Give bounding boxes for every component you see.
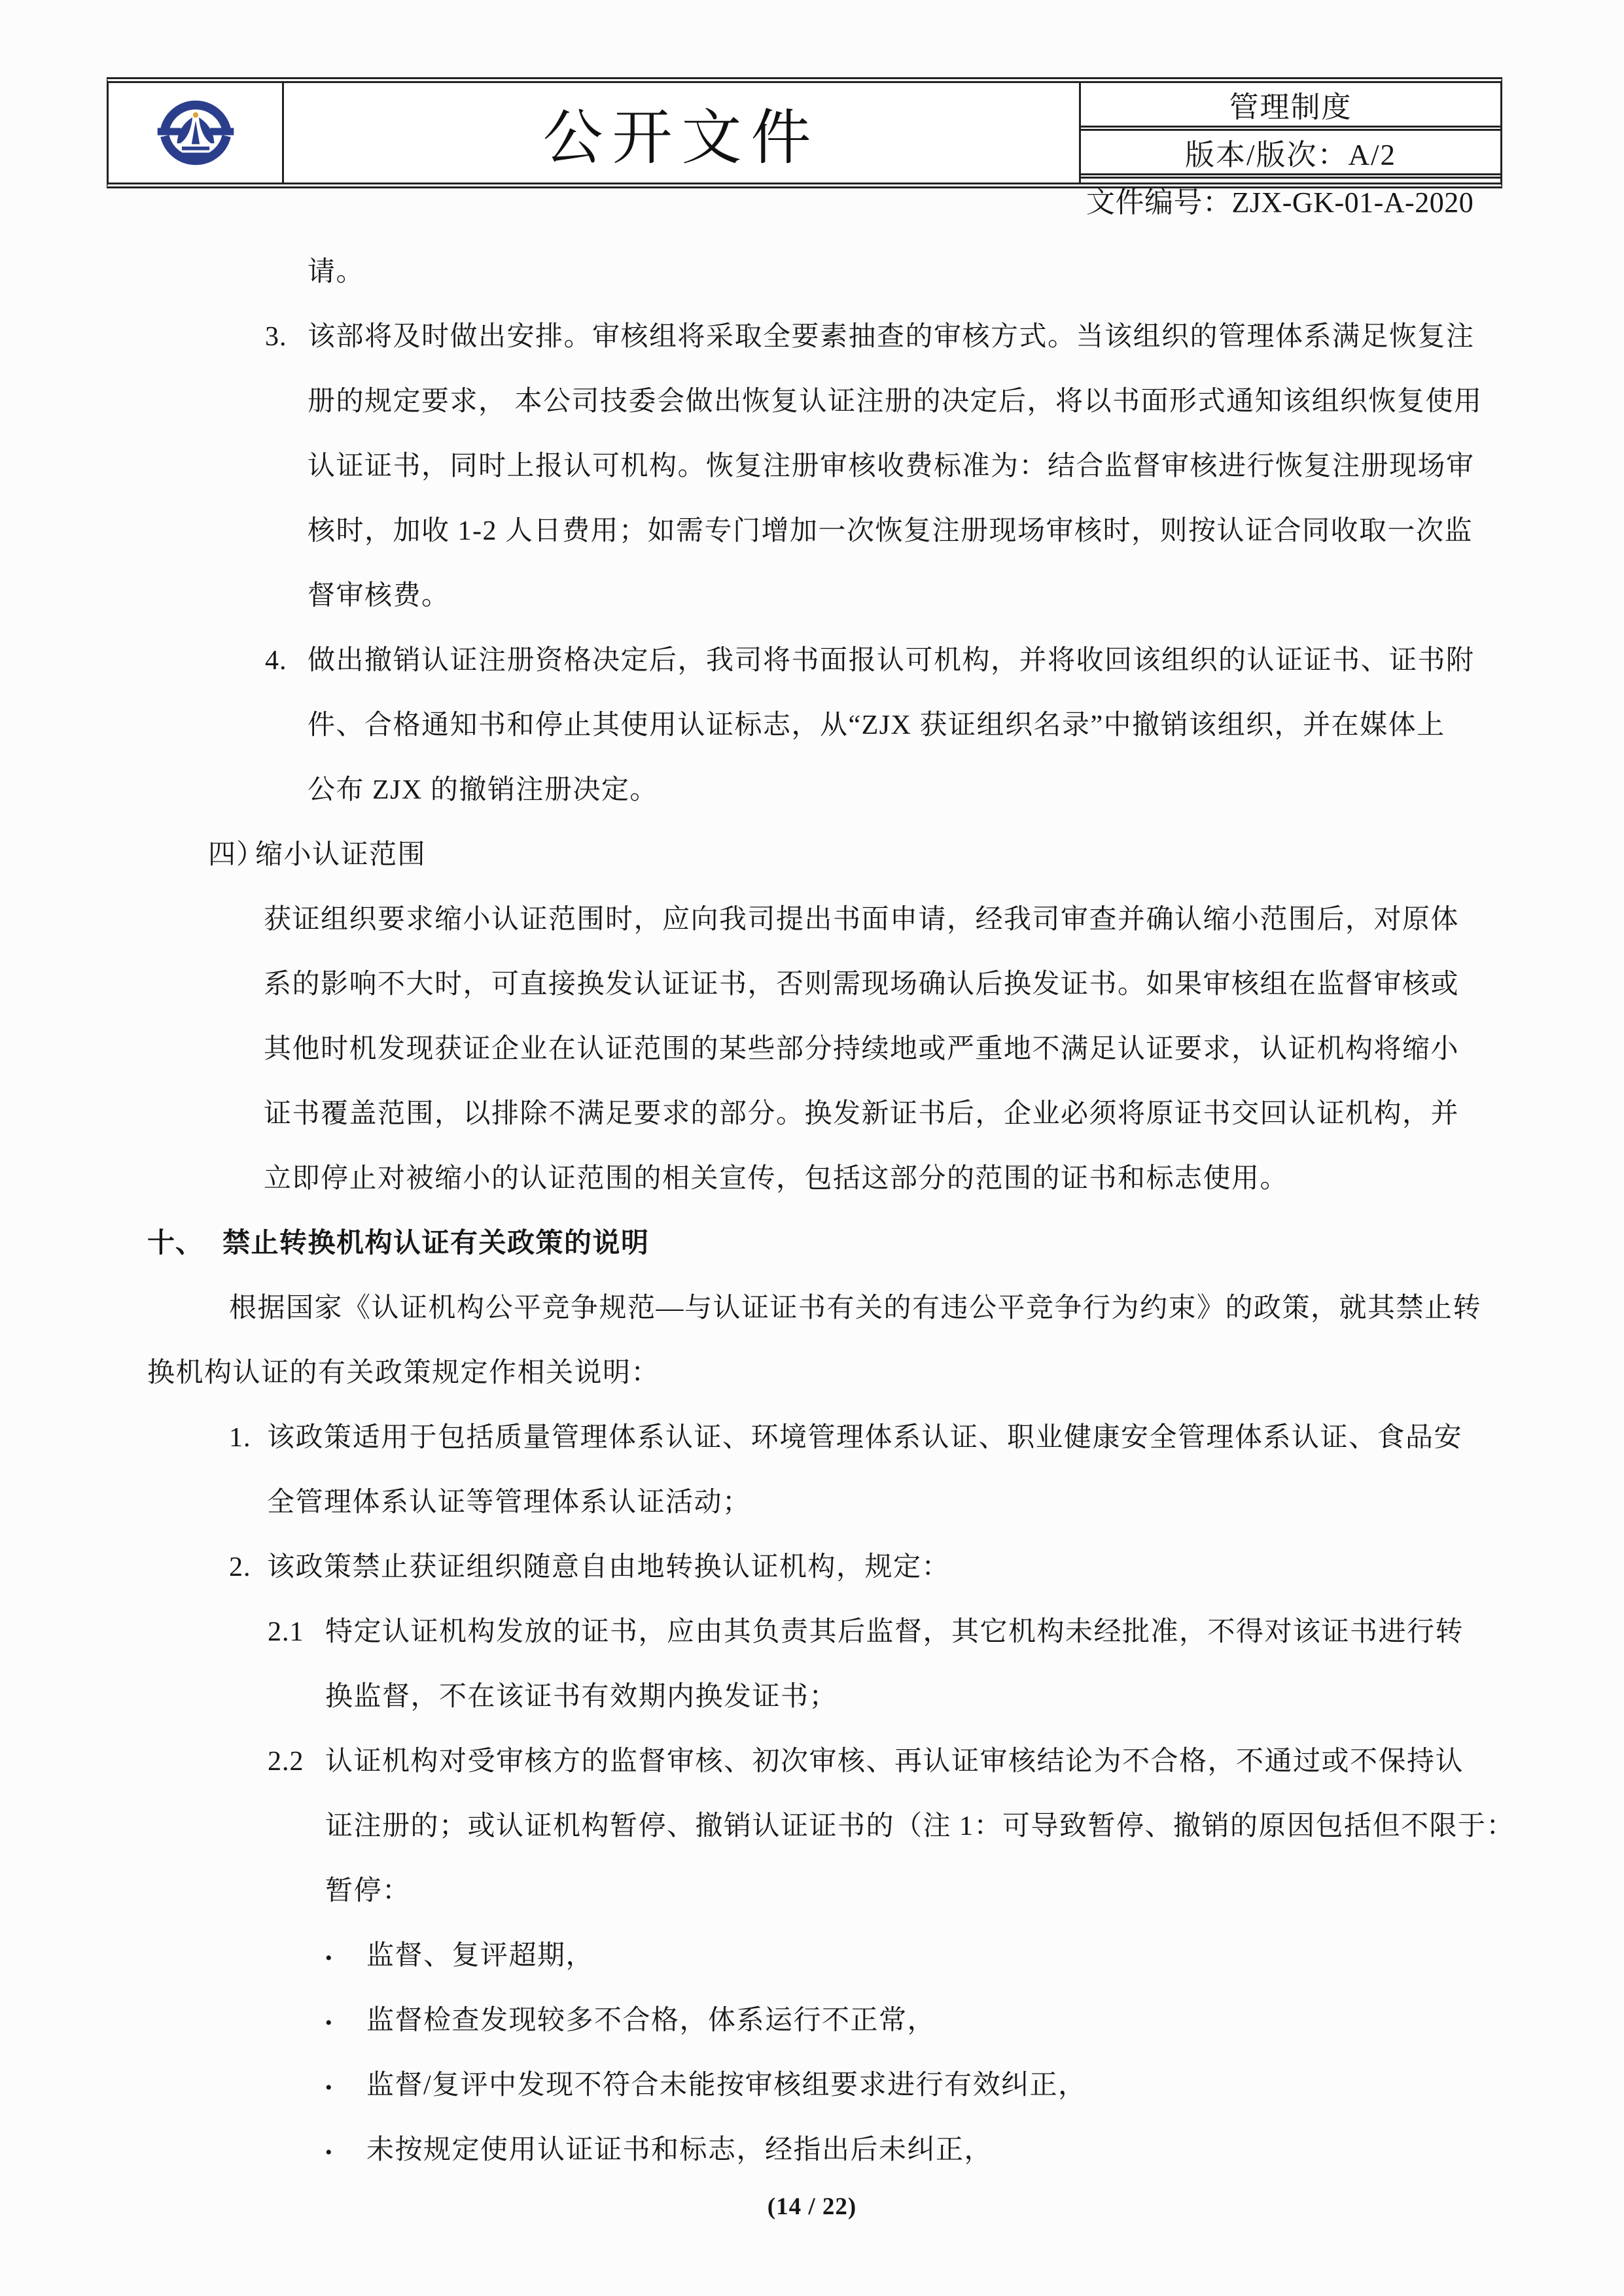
- line-text: 禁止转换机构认证有关政策的说明: [222, 1228, 650, 1259]
- line-text: 该政策适用于包括质量管理体系认证、环境管理体系认证、职业健康安全管理体系认证、食品安: [267, 1423, 1463, 1453]
- line-text: 立即停止对被缩小的认证范围的相关宣传，包括这部分的范围的证书和标志使用。: [264, 1164, 1289, 1194]
- section-number: 十、: [147, 1228, 204, 1259]
- line-text: 该部将及时做出安排。审核组将采取全要素抽查的审核方式。当该组织的管理体系满足恢复注: [308, 322, 1475, 352]
- page-number: (14 / 22): [767, 2193, 857, 2220]
- list-marker: 4.: [265, 646, 287, 676]
- line-text: 根据国家《认证机构公平竞争规范—与认证证书有关的有违公平竞争行为约束》的政策，就其禁止转: [229, 1293, 1482, 1323]
- line-text: 缩小认证范围: [255, 840, 427, 870]
- line-text: 公布 ZJX 的撤销注册决定。: [308, 775, 658, 805]
- line-text: 全管理体系认证等管理体系认证活动；: [267, 1487, 751, 1518]
- document-line: [0, 1730, 1624, 1794]
- line-text: 做出撤销认证注册资格决定后，我司将书面报认可机构，并将收回该组织的认证证书、证书附: [308, 646, 1475, 676]
- document-line: [0, 1989, 1624, 2053]
- document-line: [0, 1082, 1624, 1147]
- doc-type: 管理制度: [1081, 83, 1500, 131]
- document-line: [0, 1665, 1624, 1730]
- line-text: 获证组织要求缩小认证范围时，应向我司提出书面申请，经我司审查并确认缩小范围后，对原体: [264, 905, 1460, 935]
- line-text: 监督、复评超期，: [366, 1941, 595, 1971]
- document-line: [0, 1859, 1624, 1924]
- line-text: 监督检查发现较多不合格，体系运行不正常，: [366, 2006, 936, 2036]
- list-marker: 1.: [229, 1423, 251, 1453]
- line-text: 核时，加收 1-2 人日费用；如需专门增加一次恢复注册现场审核时，则按认证合同收取一次监: [308, 516, 1473, 546]
- document-line: [0, 240, 1624, 305]
- line-text: 证书覆盖范围，以排除不满足要求的部分。换发新证书后，企业必须将原证书交回认证机构，并: [264, 1099, 1460, 1129]
- line-text: 认证证书，同时上报认可机构。恢复注册审核收费标准为：结合监督审核进行恢复注册现场审: [308, 451, 1475, 481]
- line-text: 暂停：: [325, 1876, 411, 1906]
- list-marker: 2.2: [268, 1747, 304, 1777]
- line-text: 特定认证机构发放的证书，应由其负责其后监督，其它机构未经批准，不得对该证书进行转: [325, 1617, 1464, 1647]
- logo-cell: [109, 83, 284, 183]
- bullet-icon: •: [325, 2077, 333, 2098]
- document-line: [0, 305, 1624, 370]
- document-line: [0, 1406, 1624, 1470]
- line-text: 该政策禁止获证组织随意自由地转换认证机构，规定：: [267, 1552, 951, 1582]
- document-line: [0, 2118, 1624, 2183]
- document-meta: [1081, 83, 1500, 218]
- line-text: 请。: [308, 257, 365, 287]
- line-text: 监督/复评中发现不符合未能按审核组要求进行有效纠正，: [366, 2070, 1087, 2100]
- document-line: [0, 1924, 1624, 1989]
- document-line: [0, 823, 1624, 888]
- line-text: 督审核费。: [308, 581, 450, 611]
- line-text: 册的规定要求， 本公司技委会做出恢复认证注册的决定后，将以书面形式通知该组织恢复使用: [308, 387, 1483, 417]
- document-line: [0, 1147, 1624, 1211]
- bullet-icon: •: [325, 1947, 333, 1969]
- document-line: [0, 434, 1624, 499]
- line-text: 换监督，不在该证书有效期内换发证书；: [325, 1682, 838, 1712]
- document-title: 公开文件: [284, 83, 1081, 183]
- organization-logo-icon: [155, 92, 236, 173]
- line-text: 系的影响不大时，可直接换发认证证书，否则需现场确认后换发证书。如果审核组在监督审核或: [264, 969, 1460, 1000]
- line-text: 未按规定使用认证证书和标志，经指出后未纠正，: [366, 2135, 993, 2165]
- document-body: [0, 240, 1624, 2183]
- list-marker: 2.1: [268, 1617, 304, 1647]
- document-line: [0, 1535, 1624, 1600]
- document-line: [0, 2053, 1624, 2118]
- bullet-icon: •: [325, 2142, 333, 2163]
- document-line: [0, 1794, 1624, 1859]
- document-line: [0, 758, 1624, 823]
- list-marker: 四）: [208, 840, 265, 870]
- document-header-table: [107, 77, 1502, 218]
- line-text: 件、合格通知书和停止其使用认证标志，从“ZJX 获证组织名录”中撤销该组织，并在媒体上: [308, 710, 1445, 740]
- document-line: [0, 1276, 1624, 1341]
- list-marker: 3.: [265, 322, 287, 352]
- line-text: 认证机构对受审核方的监督审核、初次审核、再认证审核结论为不合格，不通过或不保持认: [325, 1747, 1464, 1777]
- section-heading: [0, 1211, 1624, 1276]
- document-line: [0, 1017, 1624, 1082]
- document-line: [0, 1600, 1624, 1665]
- doc-version: 版本/版次：A/2: [1081, 131, 1500, 179]
- document-line: [0, 629, 1624, 693]
- list-marker: 2.: [229, 1552, 251, 1582]
- document-line: [0, 1470, 1624, 1535]
- document-line: [0, 499, 1624, 564]
- document-line: [0, 952, 1624, 1017]
- document-line: [0, 1341, 1624, 1406]
- document-line: [0, 564, 1624, 629]
- doc-number: 文件编号：ZJX-GK-01-A-2020: [1086, 186, 1474, 218]
- line-text: 其他时机发现获证企业在认证范围的某些部分持续地或严重地不满足认证要求，认证机构将缩小: [264, 1034, 1460, 1064]
- line-text: 换机构认证的有关政策规定作相关说明：: [147, 1358, 660, 1388]
- document-line: [0, 693, 1624, 758]
- document-line: [0, 888, 1624, 952]
- line-text: 证注册的；或认证机构暂停、撤销认证证书的（注 1：可导致暂停、撤销的原因包括但不限于：: [325, 1811, 1515, 1841]
- bullet-icon: •: [325, 2012, 333, 2034]
- document-line: [0, 370, 1624, 434]
